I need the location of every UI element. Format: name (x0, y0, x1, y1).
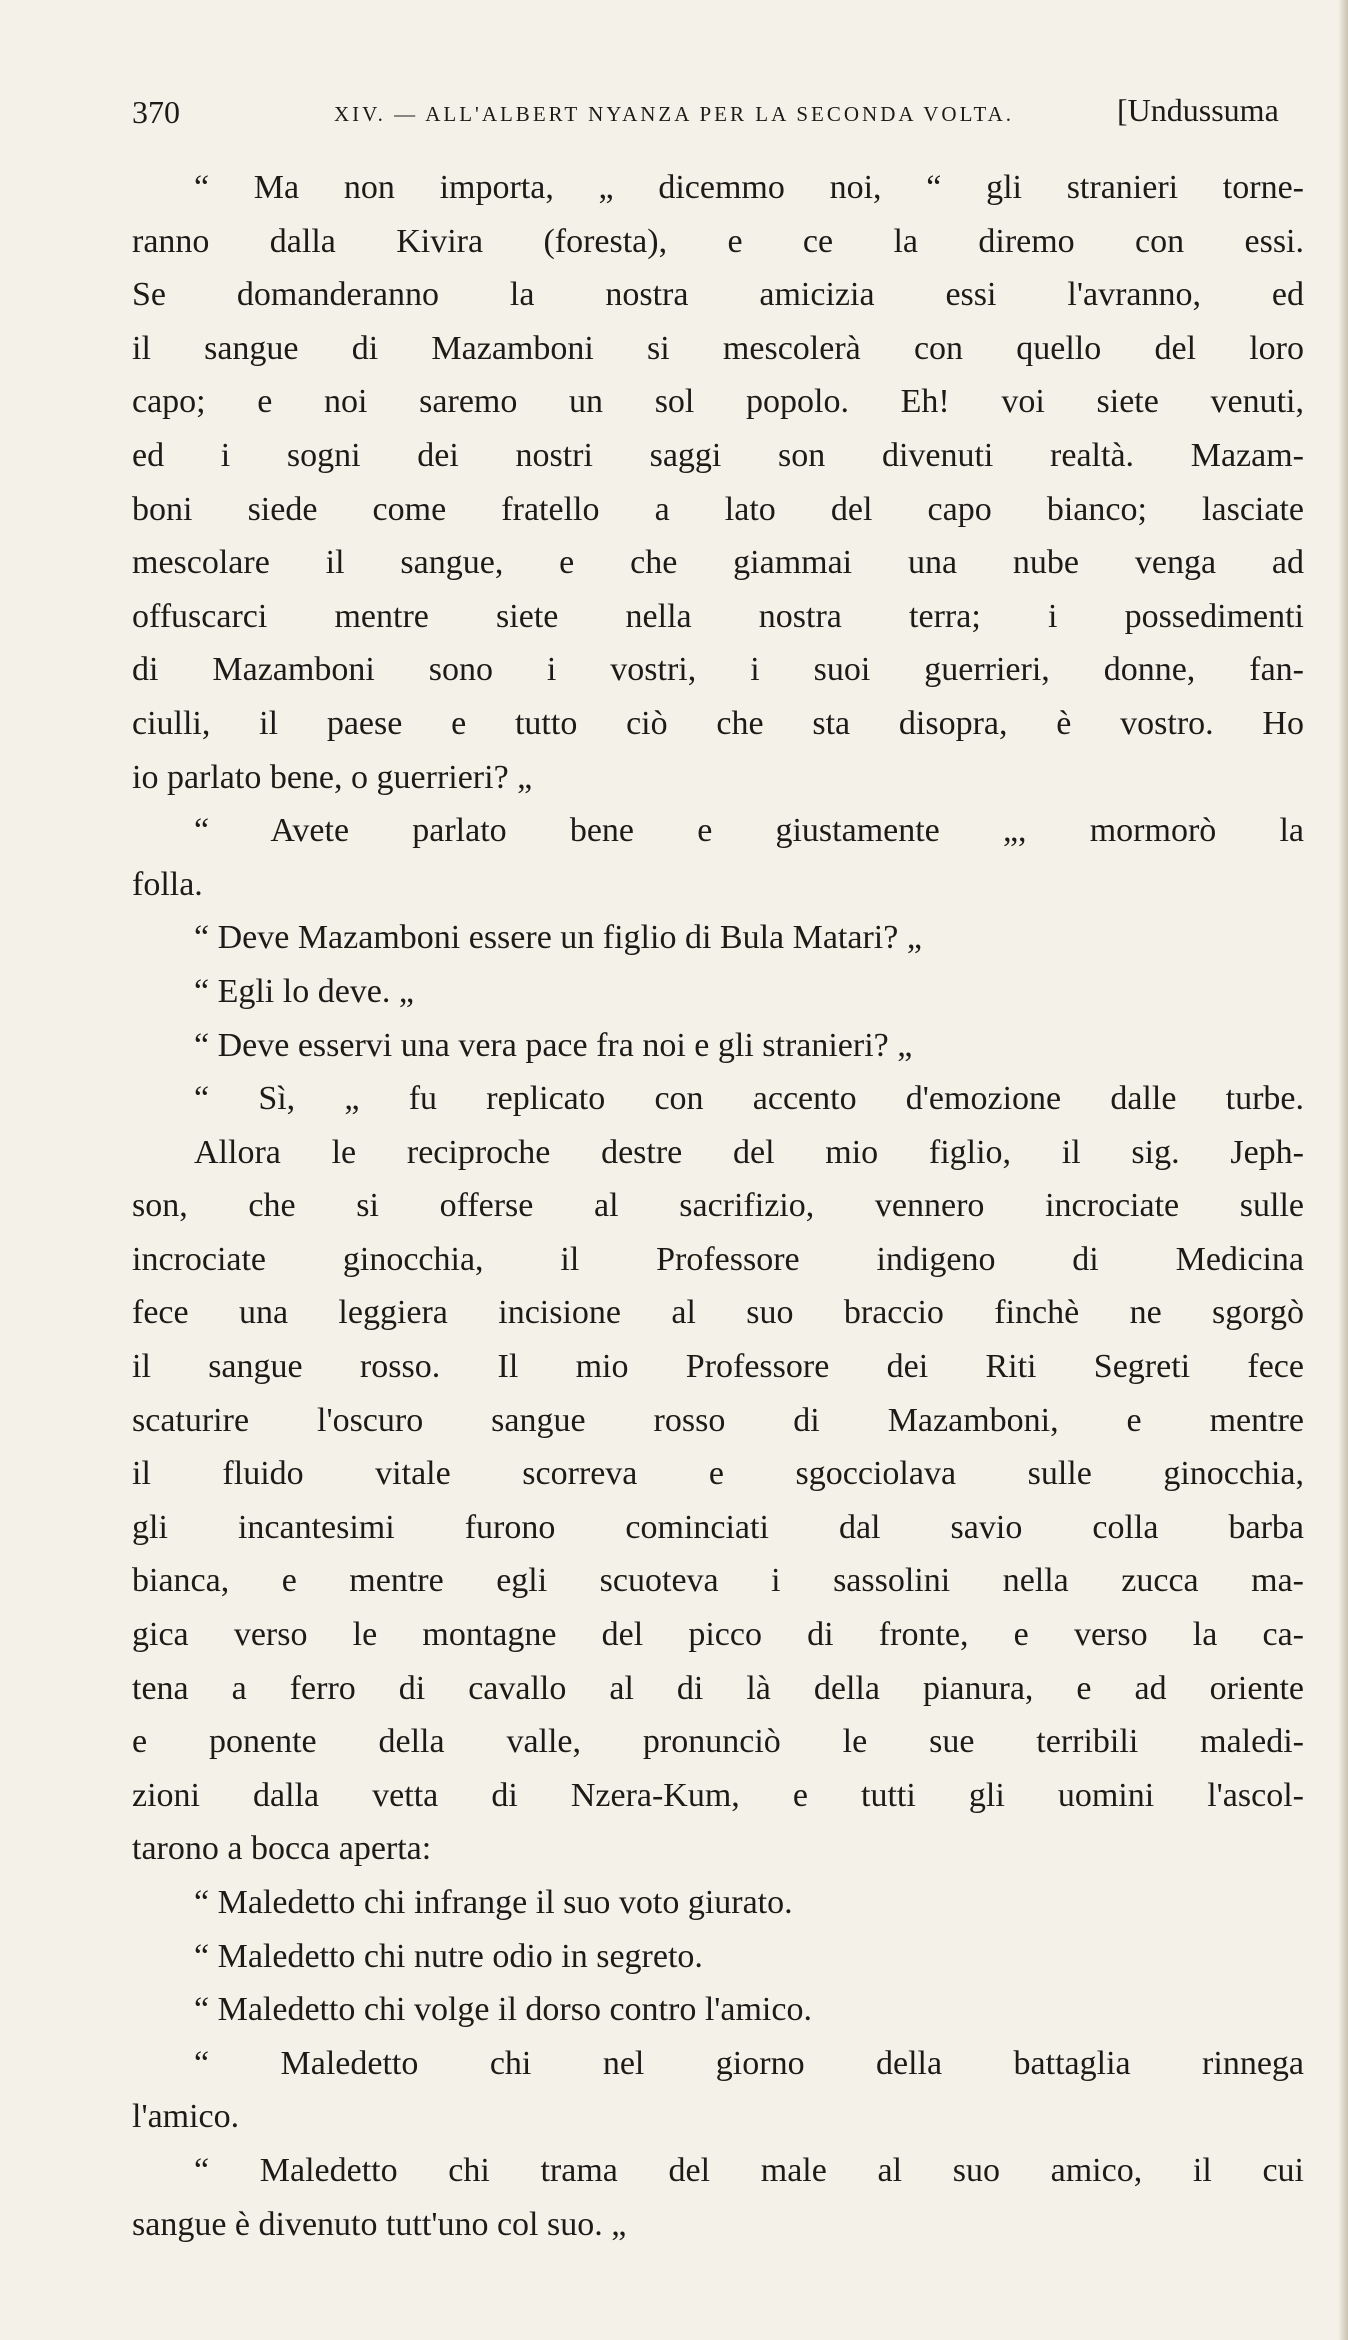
body-text (132, 161, 1304, 2251)
text-line: tarono a bocca aperta: (132, 1830, 432, 1868)
text-line: offuscarci mentre siete nella nostra terra; i possedimenti (132, 597, 1304, 635)
text-line: folla. (132, 865, 203, 903)
text-line: mescolare il sangue, e che giammai una nube venga ad (132, 544, 1304, 582)
text-line: incrociate ginocchia, il Professore indigeno di Medicina (132, 1240, 1304, 1278)
text-line: capo; e noi saremo un sol popolo. Eh! voi siete venuti, (132, 383, 1304, 421)
text-line: scaturire l'oscuro sangue rosso di Mazamboni, e mentre (132, 1401, 1304, 1439)
text-line: “ Deve Mazamboni essere un figlio di Bula Matari? „ (194, 919, 922, 957)
text-line: “ Maledetto chi nel giorno della battaglia rinnega (194, 2044, 1304, 2082)
text-line: Allora le reciproche destre del mio figlio, il sig. Jeph- (194, 1133, 1304, 1171)
text-line: bianca, e mentre egli scuoteva i sassolini nella zucca ma- (132, 1562, 1304, 1600)
text-line: “ Maledetto chi volge il dorso contro l'amico. (194, 1991, 812, 2029)
text-line: boni siede come fratello a lato del capo bianco; lasciate (132, 490, 1304, 528)
text-line: “ Egli lo deve. „ (194, 972, 414, 1010)
text-line: e ponente della valle, pronunciò le sue terribili maledi- (132, 1723, 1304, 1761)
text-line: l'amico. (132, 2098, 240, 2136)
text-line: “ Avete parlato bene e giustamente „, mormorò la (194, 812, 1304, 850)
page-number: 370 (132, 94, 180, 130)
text-line: “ Sì, „ fu replicato con accento d'emozione dalle turbe. (194, 1080, 1304, 1118)
text-line: il fluido vitale scorreva e sgocciolava sulle ginocchia, (132, 1455, 1304, 1493)
text-line: “ Ma non importa, „ dicemmo noi, “ gli stranieri torne- (194, 169, 1304, 206)
text-line: “ Deve esservi una vera pace fra noi e gli stranieri? „ (194, 1026, 913, 1064)
text-line: “ Maledetto chi nutre odio in segreto. (194, 1937, 703, 1975)
text-line: gica verso le montagne del picco di fronte, e verso la ca- (132, 1616, 1304, 1654)
page-edge (1338, 0, 1348, 2340)
text-line: Se domanderanno la nostra amicizia essi l'avranno, ed (132, 276, 1304, 314)
text-line: fece una leggiera incisione al suo braccio finchè ne sgorgò (132, 1294, 1304, 1332)
text-line: il sangue di Mazamboni si mescolerà con quello del loro (132, 329, 1304, 367)
text-line: gli incantesimi furono cominciati dal savio colla barba (132, 1508, 1304, 1546)
text-line: ciulli, il paese e tutto ciò che sta disopra, è vostro. Ho (132, 704, 1304, 742)
margin-note: [Undussuma (1117, 92, 1279, 128)
text-line: “ Maledetto chi trama del male al suo amico, il cui (194, 2151, 1304, 2189)
text-line: ed i sogni dei nostri saggi son divenuti realtà. Mazam- (132, 436, 1304, 474)
text-line: zioni dalla vetta di Nzera-Kum, e tutti gli uomini l'ascol- (132, 1776, 1304, 1814)
text-line: ranno dalla Kivira (foresta), e ce la diremo con essi. (132, 222, 1304, 260)
text-line: di Mazamboni sono i vostri, i suoi guerrieri, donne, fan- (132, 651, 1304, 689)
running-head (132, 92, 1304, 142)
text-line: io parlato bene, o guerrieri? „ (132, 758, 533, 796)
text-line: tena a ferro di cavallo al di là della pianura, e ad oriente (132, 1669, 1304, 1707)
text-line: “ Maledetto chi infrange il suo voto giurato. (194, 1884, 793, 1921)
chapter-title: XIV. — ALL'ALBERT NYANZA PER LA SECONDA VOLTA. (334, 102, 1015, 126)
text-line: il sangue rosso. Il mio Professore dei Riti Segreti fece (132, 1348, 1304, 1386)
text-line: sangue è divenuto tutt'uno col suo. „ (132, 2205, 627, 2243)
text-line: son, che si offerse al sacrifizio, vennero incrociate sulle (132, 1187, 1304, 1225)
